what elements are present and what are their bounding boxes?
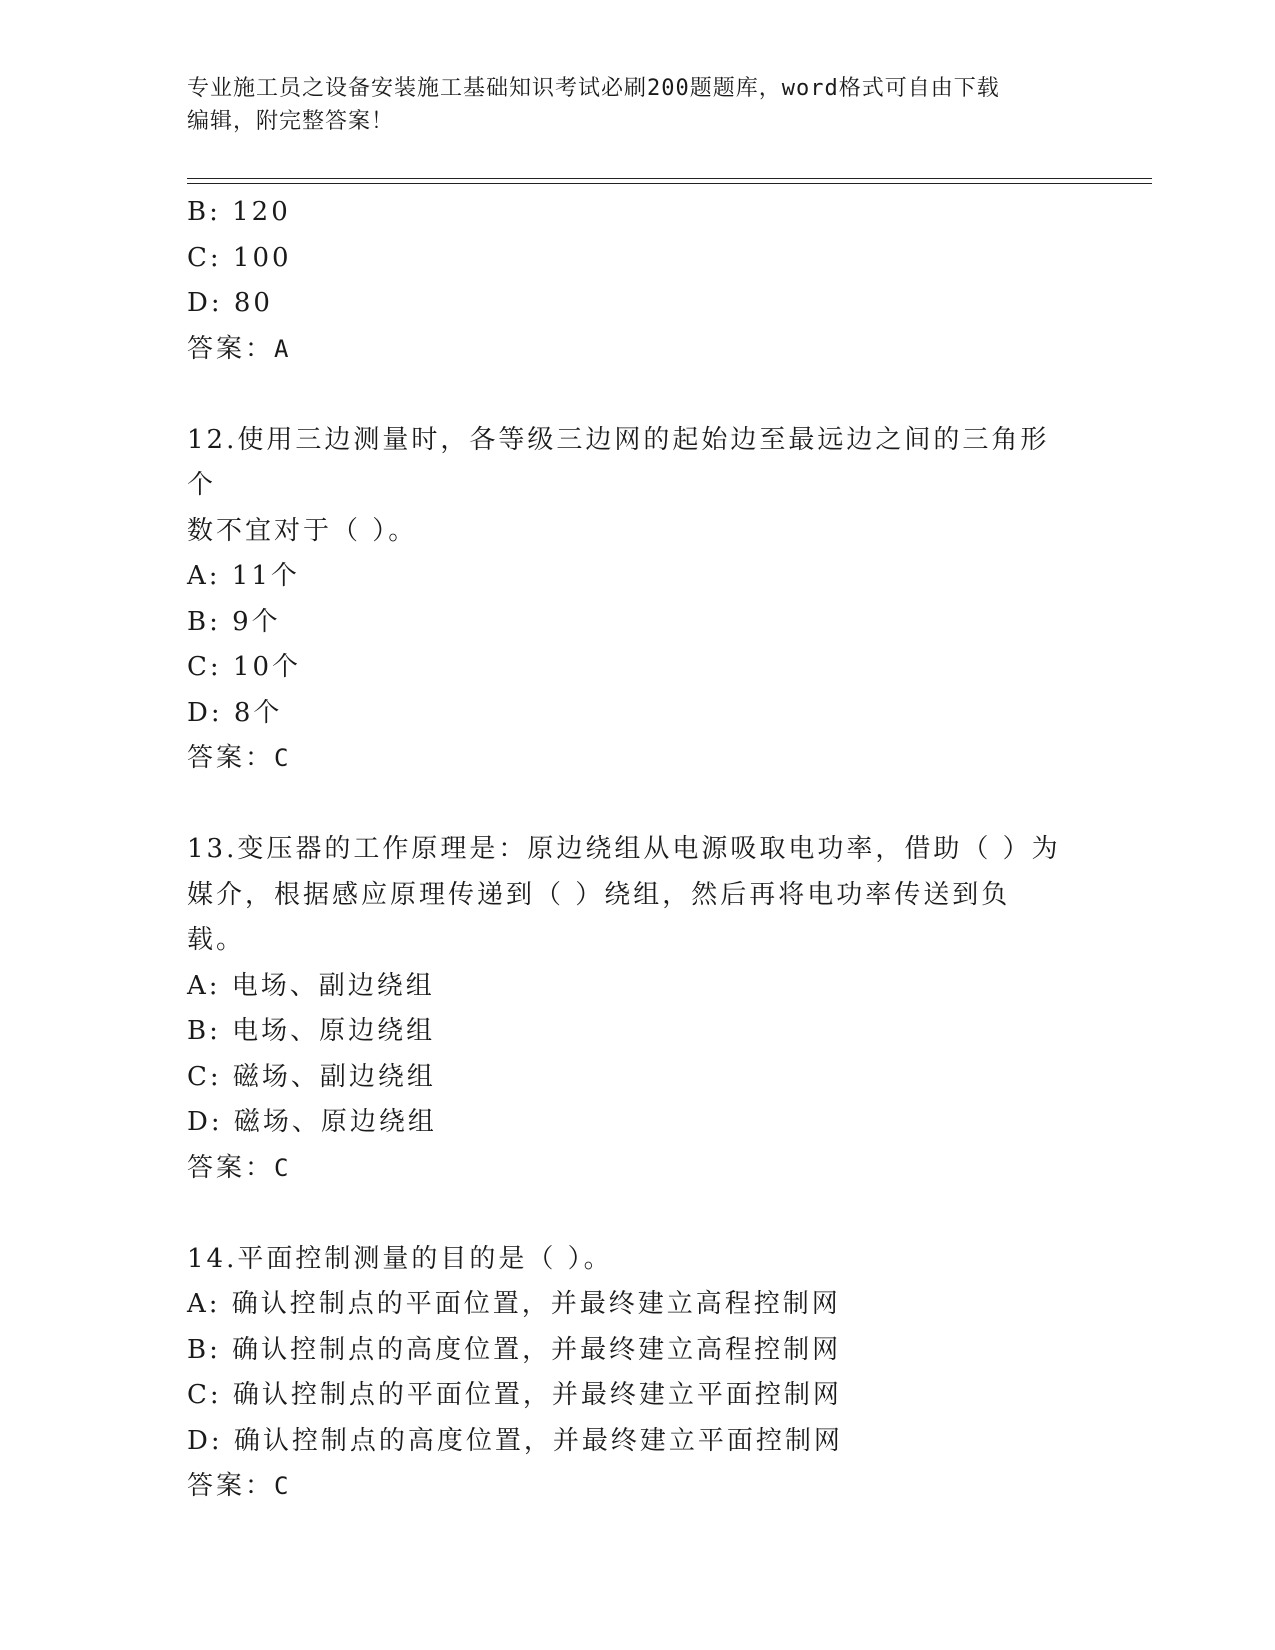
- question-text: [187, 418, 1067, 555]
- answer-value: C: [274, 1153, 292, 1182]
- answer-line: [187, 1146, 1087, 1192]
- header-title-line-2: 编辑，附完整答案！: [187, 109, 395, 134]
- question-14: [187, 1237, 1087, 1510]
- answer-label: 答案：: [187, 333, 275, 364]
- option-c: C: 100: [187, 242, 292, 273]
- question-text: [187, 827, 1067, 964]
- option-d: D: 磁场、原边绕组: [187, 1107, 437, 1137]
- answer-label: 答案：: [187, 1152, 275, 1183]
- option-b: B: 电场、原边绕组: [187, 1016, 436, 1046]
- question-13: [187, 827, 1087, 1191]
- answer-line: [187, 327, 1087, 373]
- answer-value: C: [274, 744, 292, 772]
- question-text-line-2: 数不宜对于（ ）。: [187, 515, 418, 546]
- document-header: [187, 72, 1087, 138]
- header-rule-bottom: [187, 183, 1152, 184]
- answer-label: 答案：: [187, 743, 275, 773]
- answer-line: [187, 1464, 1087, 1510]
- option-a: A: 电场、副边绕组: [187, 970, 435, 1001]
- option-d: D: 确认控制点的高度位置，并最终建立平面控制网: [187, 1425, 843, 1456]
- option-c: C: 磁场、副边绕组: [187, 1061, 436, 1092]
- answer-label: 答案：: [187, 1471, 275, 1501]
- spacer: [187, 782, 1087, 828]
- question-text-line-1: 14.平面控制测量的目的是（ ）。: [187, 1243, 613, 1274]
- option-c: C: 确认控制点的平面位置，并最终建立平面控制网: [187, 1380, 842, 1410]
- question-text: [187, 1237, 1067, 1283]
- question-text-line-1: 12.使用三边测量时，各等级三边网的起始边至最远边之间的三角形个: [187, 424, 1050, 500]
- header-rule-top: [187, 178, 1152, 179]
- spacer: [187, 1191, 1087, 1237]
- answer-line: [187, 736, 1087, 782]
- option-b: B: 120: [187, 197, 291, 227]
- question-text-line-1: 13.变压器的工作原理是：原边绕组从电源吸取电功率，借助（ ）为: [187, 834, 1061, 864]
- option-b: B: 确认控制点的高度位置，并最终建立高程控制网: [187, 1334, 842, 1365]
- option-d: D: 80: [187, 288, 273, 318]
- option-a: A: 确认控制点的平面位置，并最终建立高程控制网: [187, 1289, 841, 1319]
- question-list: [187, 190, 1087, 1510]
- question-text-line-2: 媒介，根据感应原理传递到（ ）绕组，然后再将电功率传送到负载。: [187, 879, 1011, 955]
- answer-value: C: [274, 1472, 292, 1500]
- spacer: [187, 372, 1087, 418]
- option-c: C: 10个: [187, 652, 302, 682]
- question-11: [187, 190, 1087, 372]
- answer-value: A: [274, 334, 292, 363]
- option-d: D: 8个: [187, 697, 283, 728]
- header-title-line-1: 专业施工员之设备安装施工基础知识考试必刷200题题库，word格式可自由下载: [187, 76, 1000, 101]
- question-12: [187, 418, 1087, 782]
- option-a: A: 11个: [187, 561, 300, 591]
- option-b: B: 9个: [187, 606, 281, 637]
